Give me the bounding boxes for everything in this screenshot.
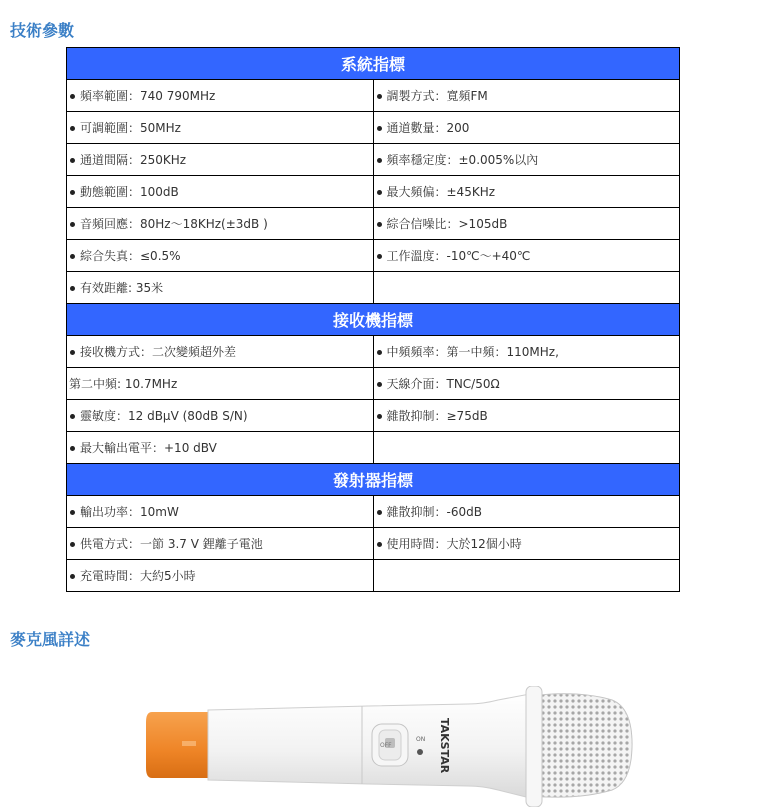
- table-row: [67, 400, 680, 432]
- spec-cell: 綜合信噪比：>105dB: [373, 208, 680, 240]
- spec-cell: 頻率穩定度：±0.005%以內: [373, 144, 680, 176]
- spec-cell: 雜散抑制：-60dB: [373, 496, 680, 528]
- bullet-icon: [70, 126, 75, 131]
- switch-off-label: OFF: [380, 742, 392, 749]
- bullet-icon: [70, 190, 75, 195]
- spec-cell: 接收機方式：二次變頻超外差: [67, 336, 374, 368]
- spec-cell-empty: [373, 560, 680, 592]
- table-row: [67, 240, 680, 272]
- brand-logo: TAKSTAR: [438, 718, 451, 774]
- spec-cell: 音頻回應：80Hz～18KHz(±3dB ): [67, 208, 374, 240]
- table-row: [67, 80, 680, 112]
- bullet-icon: [70, 94, 75, 99]
- table-row: [67, 112, 680, 144]
- bullet-icon: [377, 382, 382, 387]
- spec-cell: 通道間隔：250KHz: [67, 144, 374, 176]
- spec-cell: 天線介面：TNC/50Ω: [373, 368, 680, 400]
- bullet-icon: [377, 158, 382, 163]
- table-row: [67, 272, 680, 304]
- table-row: [67, 528, 680, 560]
- bullet-icon: [70, 158, 75, 163]
- spec-cell: 調製方式：寬頻FM: [373, 80, 680, 112]
- switch-on-label: ON: [416, 736, 426, 743]
- bullet-icon: [70, 510, 75, 515]
- bullet-icon: [377, 190, 382, 195]
- bullet-icon: [70, 574, 75, 579]
- table-row: [67, 144, 680, 176]
- bullet-icon: [377, 414, 382, 419]
- bullet-icon: [377, 510, 382, 515]
- spec-cell: 頻率範圍：740 790MHz: [67, 80, 374, 112]
- spec-table: [66, 47, 680, 592]
- mic-cap: [146, 712, 210, 778]
- grille-ring: [526, 686, 542, 807]
- table-row: [67, 432, 680, 464]
- spec-cell: 有效距離: 35米: [67, 272, 374, 304]
- bullet-icon: [70, 286, 75, 291]
- spec-cell: 雜散抑制：≥75dB: [373, 400, 680, 432]
- bullet-icon: [377, 542, 382, 547]
- bullet-icon: [70, 446, 75, 451]
- table-row: [67, 368, 680, 400]
- bullet-icon: [377, 126, 382, 131]
- indicator-led: [417, 749, 423, 755]
- bullet-icon: [70, 254, 75, 259]
- table-row: [67, 176, 680, 208]
- spec-cell: 工作溫度：-10℃～+40℃: [373, 240, 680, 272]
- bullet-icon: [377, 254, 382, 259]
- bullet-icon: [70, 222, 75, 227]
- spec-section-heading: 技術參數: [10, 21, 75, 40]
- bullet-icon: [377, 350, 382, 355]
- spec-cell: 綜合失真：≤0.5%: [67, 240, 374, 272]
- transmitter-spec-header: 發射器指標: [67, 464, 680, 496]
- mic-section-heading: 麥克風詳述: [10, 630, 91, 649]
- spec-cell: 輸出功率：10mW: [67, 496, 374, 528]
- table-row: [67, 496, 680, 528]
- spec-cell: 可調範圍：50MHz: [67, 112, 374, 144]
- spec-cell-empty: [373, 272, 680, 304]
- spec-cell: 最大頻偏：±45KHz: [373, 176, 680, 208]
- receiver-spec-header: 接收機指標: [67, 304, 680, 336]
- spec-cell: 中頻頻率：第一中頻：110MHz,: [373, 336, 680, 368]
- table-row: [67, 336, 680, 368]
- spec-cell: 使用時間：大於12個小時: [373, 528, 680, 560]
- mic-handle: [208, 694, 530, 798]
- mic-grille: [530, 694, 632, 797]
- spec-cell: 充電時間：大約5小時: [67, 560, 374, 592]
- system-spec-header: 系統指標: [67, 48, 680, 80]
- bullet-icon: [70, 350, 75, 355]
- spec-cell: 通道數量：200: [373, 112, 680, 144]
- bullet-icon: [70, 542, 75, 547]
- bullet-icon: [377, 222, 382, 227]
- bullet-icon: [377, 94, 382, 99]
- spec-cell: 動態範圍：100dB: [67, 176, 374, 208]
- spec-cell: 最大輸出電平：+10 dBV: [67, 432, 374, 464]
- table-row: [67, 208, 680, 240]
- spec-cell-empty: [373, 432, 680, 464]
- spec-cell: 靈敏度：12 dBμV (80dB S/N): [67, 400, 374, 432]
- spec-cell: 第二中頻: 10.7MHz: [67, 368, 374, 400]
- microphone-image: [138, 686, 638, 807]
- table-row: [67, 560, 680, 592]
- spec-cell: 供電方式：一節 3.7 V 鋰離子電池: [67, 528, 374, 560]
- bullet-icon: [70, 414, 75, 419]
